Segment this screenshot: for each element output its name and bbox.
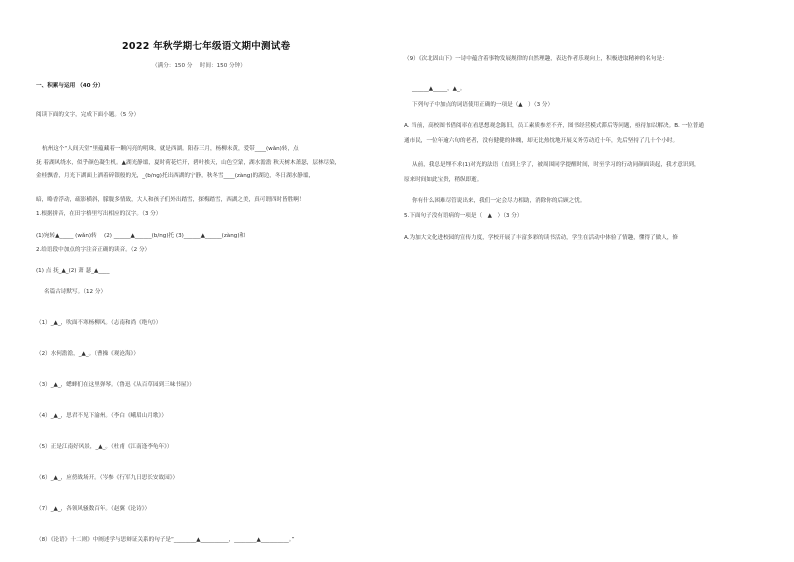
question-1: 1.根据拼音，在田字格里写出相应的汉字。（3 分） xyxy=(36,211,162,217)
exam-subtitle: （满分：150 分 时间：150 分钟） xyxy=(152,63,246,69)
option-c: 从前，我总是埋不求(1)对光的法语（直到上学了，被周围同学提醒时间，时至学习的行动同颜面读起，我才意识到， xyxy=(412,162,700,168)
option-c-cont: 原来时间如此宝贵，稍纵即逝。 xyxy=(404,177,483,183)
section-heading: 一、积累与运用 （40 分） xyxy=(36,83,104,89)
option-b: 通市民，一位年逾六旬的老者，没有健健的体魄，却无比热忱地开展义务劳动近十年，先后坚持了几十个小时。 xyxy=(404,138,679,144)
question-5: 5.下面句子没有语病的一项是（ ▲ ）（3 分） xyxy=(404,213,523,219)
poem-item: （5）正是江南好风景，_▲_。（杜甫《江南逢李龟年》） xyxy=(36,444,173,450)
question-5-a: A.为加大文化进校园的宣传力度，学校开展了丰富多彩的读书活动，学生在活动中体验了情趣，懂得了做人，修 xyxy=(404,235,679,241)
option-d: 你有什么困难尽管说出来，我们一定会尽力相助，消除你的后顾之忧。 xyxy=(412,198,586,204)
poem-item: （3）_▲_，蟋蟀们在这里弹琴。（鲁迅《从百草园到三味书屋》） xyxy=(36,382,195,388)
instruction: 阅读下面的文字，完成下面小题。（5 分） xyxy=(36,112,140,118)
question-1-blanks: (1)宛转▲_____ (wǎn)转 (2) ______▲______(b/ng)托 (3)______▲______(zàng)和 xyxy=(36,233,246,239)
question-2: 2.给语段中加点的字注音正确的读音。（2 分） xyxy=(36,247,151,253)
passage-line: 杭州这个“人间天堂”里蕴藏着一颗闪亮的明珠，就是西湖。阳春三月，杨柳未黄，爱带____(wǎn)转，点 xyxy=(42,146,299,152)
question-4: 下列句子中加点的词语使用正确的一项是（▲ ）（3 分） xyxy=(412,102,554,108)
question-2-items: (1) 点 抚_▲_(2) 萧 瑟_▲____ xyxy=(36,268,110,274)
question-3: 名篇古诗默写。（12 分） xyxy=(44,289,107,295)
passage-line: 暗，略香浮动，疏影横斜，朦胧多情致，大人和孩子们外出踏雪，探梅踏雪，西湖之美，真可谓四时皆胜啊！ xyxy=(36,197,305,203)
passage-line: 抚 着湖风绕水，似乎颜色凝生机。▲湖光静谧，夏时荷花烂开，碧叶挨天，山色空蒙，湖水澹澹 秋天树木萧瑟，层林尽染， xyxy=(36,160,341,166)
exam-title: 2022 年秋学期七年级语文期中测试卷 xyxy=(122,41,291,52)
poem-item: （2）水何澹澹，_▲_。（曹操《观沧海》） xyxy=(36,351,139,357)
poem-item: （1）_▲_，吹面不寒杨柳风。（志南和尚《绝句》） xyxy=(36,320,162,326)
poem-item: （6）_▲_，应傍战场开。（岑参《行军九日思长安故园》） xyxy=(36,475,179,481)
poem-item: （8）《论语》十二则》中阐述学与思辩证关系的句子是“________▲__________，________▲__________。” xyxy=(36,537,295,543)
option-a: A. 当前，高校图书借阅率在看思想观念陈旧，员工素质参差不齐，图书经营模式滞后等问题，亟待加以解决。B. 一位普通 xyxy=(404,123,704,129)
question-9-blank: ______▲_____，▲_。 xyxy=(412,86,466,92)
poem-item: （4）_▲_，思君不见下渝州。（李白《峨眉山月歌》） xyxy=(36,413,167,419)
question-9: （9）《次北固山下》一诗中蕴含着事物发展规律的自然理趣，表达作者乐观向上，积极进取精神的名句是： xyxy=(404,56,668,62)
poem-item: （7）_▲_，各领风骚数百年。（赵翼《论诗》） xyxy=(36,506,151,512)
passage-line: 金桂飘香，月光下湖面上洒着碎银般的光，_(b/ng)托出西湖的宁静，秋冬雪____(zàng)的湖边，冬日湖水静谧， xyxy=(36,173,315,179)
